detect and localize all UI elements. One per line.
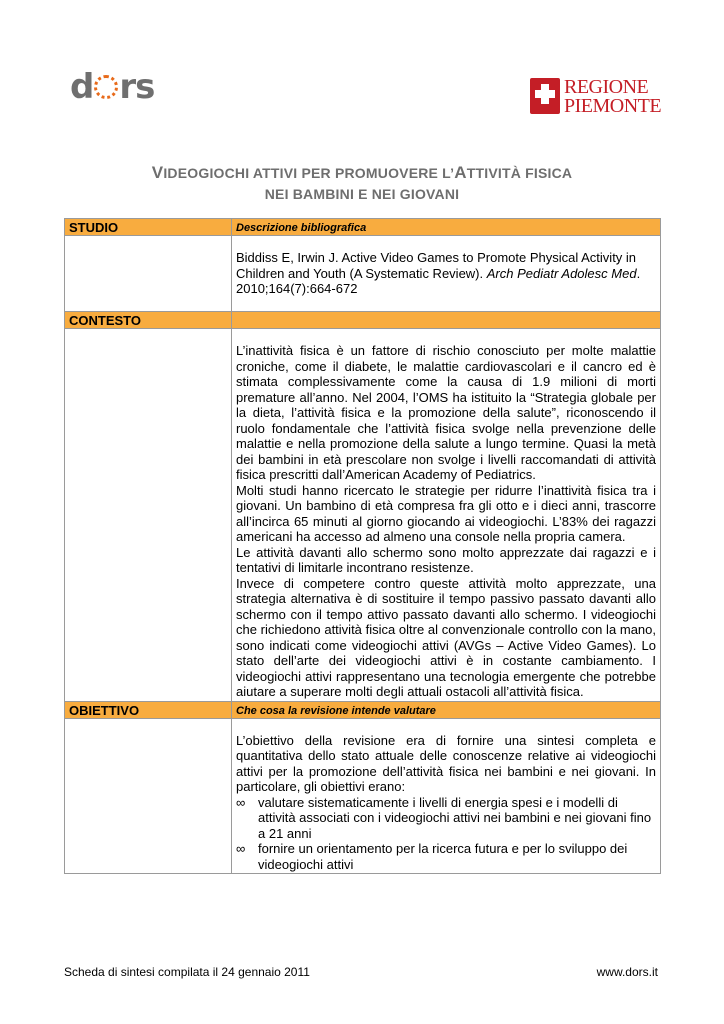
- contesto-content-row: [65, 329, 661, 702]
- dors-logo-right: rs: [119, 67, 155, 107]
- obiettivo-list: [236, 795, 656, 873]
- contesto-paragraph-2: Molti studi hanno ricercato le strategie per ridurre l’inattività fisica tra i giovani. Un bambino di età compresa fra gli otto e i dieci anni, trascorre all’incirca 65 minuti al giorno giocando ai videogiochi. L’83% dei ragazzi americani ha accesso ad almeno una console nella propria camera.: [236, 482, 656, 544]
- regione-line1: REGIONE: [564, 76, 649, 98]
- summary-table: [64, 218, 661, 874]
- title-initial-a: A: [454, 163, 467, 182]
- contesto-label: CONTESTO: [69, 313, 141, 328]
- regione-line2: PIEMONTE: [564, 95, 662, 117]
- obiettivo-label: OBIETTIVO: [69, 702, 140, 718]
- page-title-line2: NEI BAMBINI E NEI GIOVANI: [264, 186, 460, 202]
- title-apostrophe: ’: [450, 165, 455, 181]
- footer-website-link[interactable]: www.dors.it: [596, 965, 658, 979]
- citation-details: . 2010;164(7):664-672: [236, 265, 641, 296]
- title-text-part1: IDEOGIOCHI ATTIVI PER PROMUOVERE L: [163, 165, 451, 181]
- dors-logo-left: d: [70, 67, 94, 107]
- regione-shield-icon: [530, 78, 560, 114]
- infinity-bullet-icon: ∞: [236, 794, 246, 810]
- studio-header-row: [65, 219, 661, 236]
- bullet-text: fornire un orientamento per la ricerca futura e per lo sviluppo dei videogiochi attivi: [258, 841, 628, 872]
- regione-logo-text: [564, 78, 661, 116]
- contesto-header-row: [65, 312, 661, 329]
- studio-description: Descrizione bibliografica: [236, 222, 367, 234]
- contesto-text: [232, 329, 660, 701]
- contesto-description: [232, 312, 660, 314]
- dors-logo: [70, 67, 155, 107]
- studio-content-row: [65, 236, 661, 312]
- obiettivo-description: Che cosa la revisione intende valutare: [236, 704, 436, 717]
- contesto-paragraph-3: Le attività davanti allo schermo sono molto apprezzate dai ragazzi e i tentativi di limitarle incontrano resistenze.: [236, 544, 656, 575]
- list-item: [236, 795, 656, 842]
- footer-date: Scheda di sintesi compilata il 24 gennaio 2011: [64, 965, 310, 979]
- obiettivo-content-row: [65, 718, 661, 874]
- title-initial-v: V: [151, 163, 164, 182]
- regione-piemonte-logo: [530, 78, 661, 116]
- dors-dot-icon: [94, 75, 118, 99]
- list-item: [236, 841, 656, 872]
- studio-label: STUDIO: [69, 220, 119, 235]
- citation-journal: Arch Pediatr Adolesc Med: [486, 265, 637, 281]
- obiettivo-text: [232, 719, 660, 874]
- obiettivo-intro: L’obiettivo della revisione era di fornire una sintesi completa e quantitativa dello stato attuale delle conoscenze relative ai videogiochi attivi per la promozione dell’attività fisica nei bambini e nei giovani. In particolare, gli obiettivi erano:: [236, 732, 656, 794]
- page-title-line1: [60, 163, 664, 183]
- contesto-paragraph-4: Invece di competere contro queste attività molto apprezzate, una strategia alternativa è di sostituire il tempo passivo passato davanti allo schermo con il tempo attivo passato davanti allo schermo. I videogiochi che richiedono attività fisica oltre al convenzionale controllo con la mano, sono indicati come videogiochi attivi (AVGs – Active Video Games). Lo stato dell’arte dei videogiochi attivi è in costante cambiamento. I videogiochi attivi rappresentano una tecnologia emergente che potrebbe aiutare a superare molti degli attuali ostacoli all’attività fisica.: [236, 575, 656, 699]
- studio-citation: [232, 236, 660, 297]
- bullet-text: valutare sistematicamente i livelli di energia spesi e i modelli di attività associati con i videogiochi attivi nei bambini e nei giovani fino a 21 anni: [258, 794, 652, 841]
- title-text-part2: TTIVITÀ FISICA: [466, 165, 573, 181]
- citation-text: Biddiss E, Irwin J. Active Video Games to Promote Physical Activity in Children and Youth (A Systematic Review).: [236, 250, 637, 281]
- obiettivo-header-row: [65, 701, 661, 718]
- infinity-bullet-icon: ∞: [236, 841, 246, 856]
- contesto-paragraph-1: L’inattività fisica è un fattore di rischio conosciuto per molte malattie croniche, come il diabete, le malattie cardiovascolari e il cancro ed è stimata complessivamente come la causa di 1.9 milioni di morti premature all’anno. Nel 2004, l’OMS ha istituito la “Strategia globale per la dieta, l’attività fisica e la promozione della salute”, riconoscendo il ruolo fondamentale che l’attività fisica svolge nella prevenzione delle malattie e nella promozione della salute a lungo termine. Quasi la metà dei bambini in età prescolare non svolge i livelli raccomandati di attività fisica prescritti dall’American Academy of Pediatrics.: [236, 343, 656, 482]
